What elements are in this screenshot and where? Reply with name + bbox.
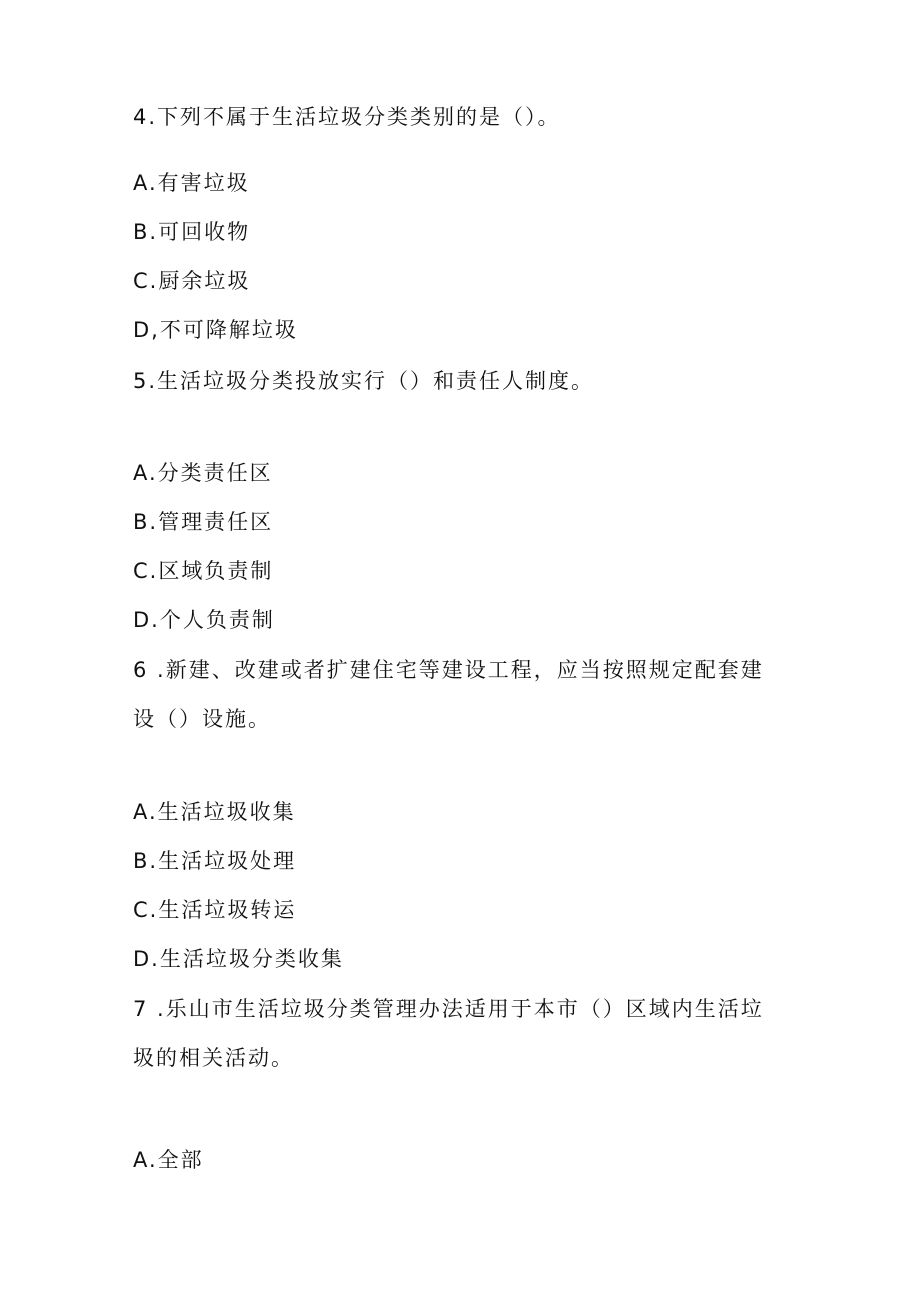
- question-7-stem-line-2: 圾的相关活动。: [133, 1046, 294, 1070]
- question-4-option-c: C.厨余垃圾: [133, 269, 251, 293]
- question-6-stem-line-2: 设（）设施。: [133, 707, 271, 731]
- question-6-option-d: D.生活垃圾分类收集: [133, 947, 344, 971]
- question-5-option-b: B.管理责任区: [133, 510, 274, 534]
- question-6-option-c: C.生活垃圾转运: [133, 898, 297, 922]
- question-6-option-a: A.生活垃圾收集: [133, 800, 296, 824]
- question-5-option-c: C.区域负责制: [133, 559, 274, 583]
- question-4-option-b: B.可回收物: [133, 220, 251, 244]
- question-5-option-d: D.个人负责制: [133, 608, 275, 632]
- question-4-option-a: A.有害垃圾: [133, 171, 250, 195]
- question-5-option-a: A.分类责任区: [133, 461, 273, 485]
- question-7-option-a: A.全部: [133, 1148, 204, 1172]
- question-4-stem: 4.下列不属于生活垃圾分类类别的是（）。: [133, 105, 561, 129]
- question-6-stem-line-1: 6 .新建、改建或者扩建住宅等建设工程，应当按照规定配套建: [133, 658, 764, 682]
- question-5-stem: 5.生活垃圾分类投放实行（）和责任人制度。: [133, 369, 595, 393]
- question-4-option-d: D,不可降解垃圾: [133, 318, 298, 342]
- question-7-stem-line-1: 7 .乐山市生活垃圾分类管理办法适用于本市（）区域内生活垃: [133, 997, 764, 1021]
- question-6-option-b: B.生活垃圾处理: [133, 849, 297, 873]
